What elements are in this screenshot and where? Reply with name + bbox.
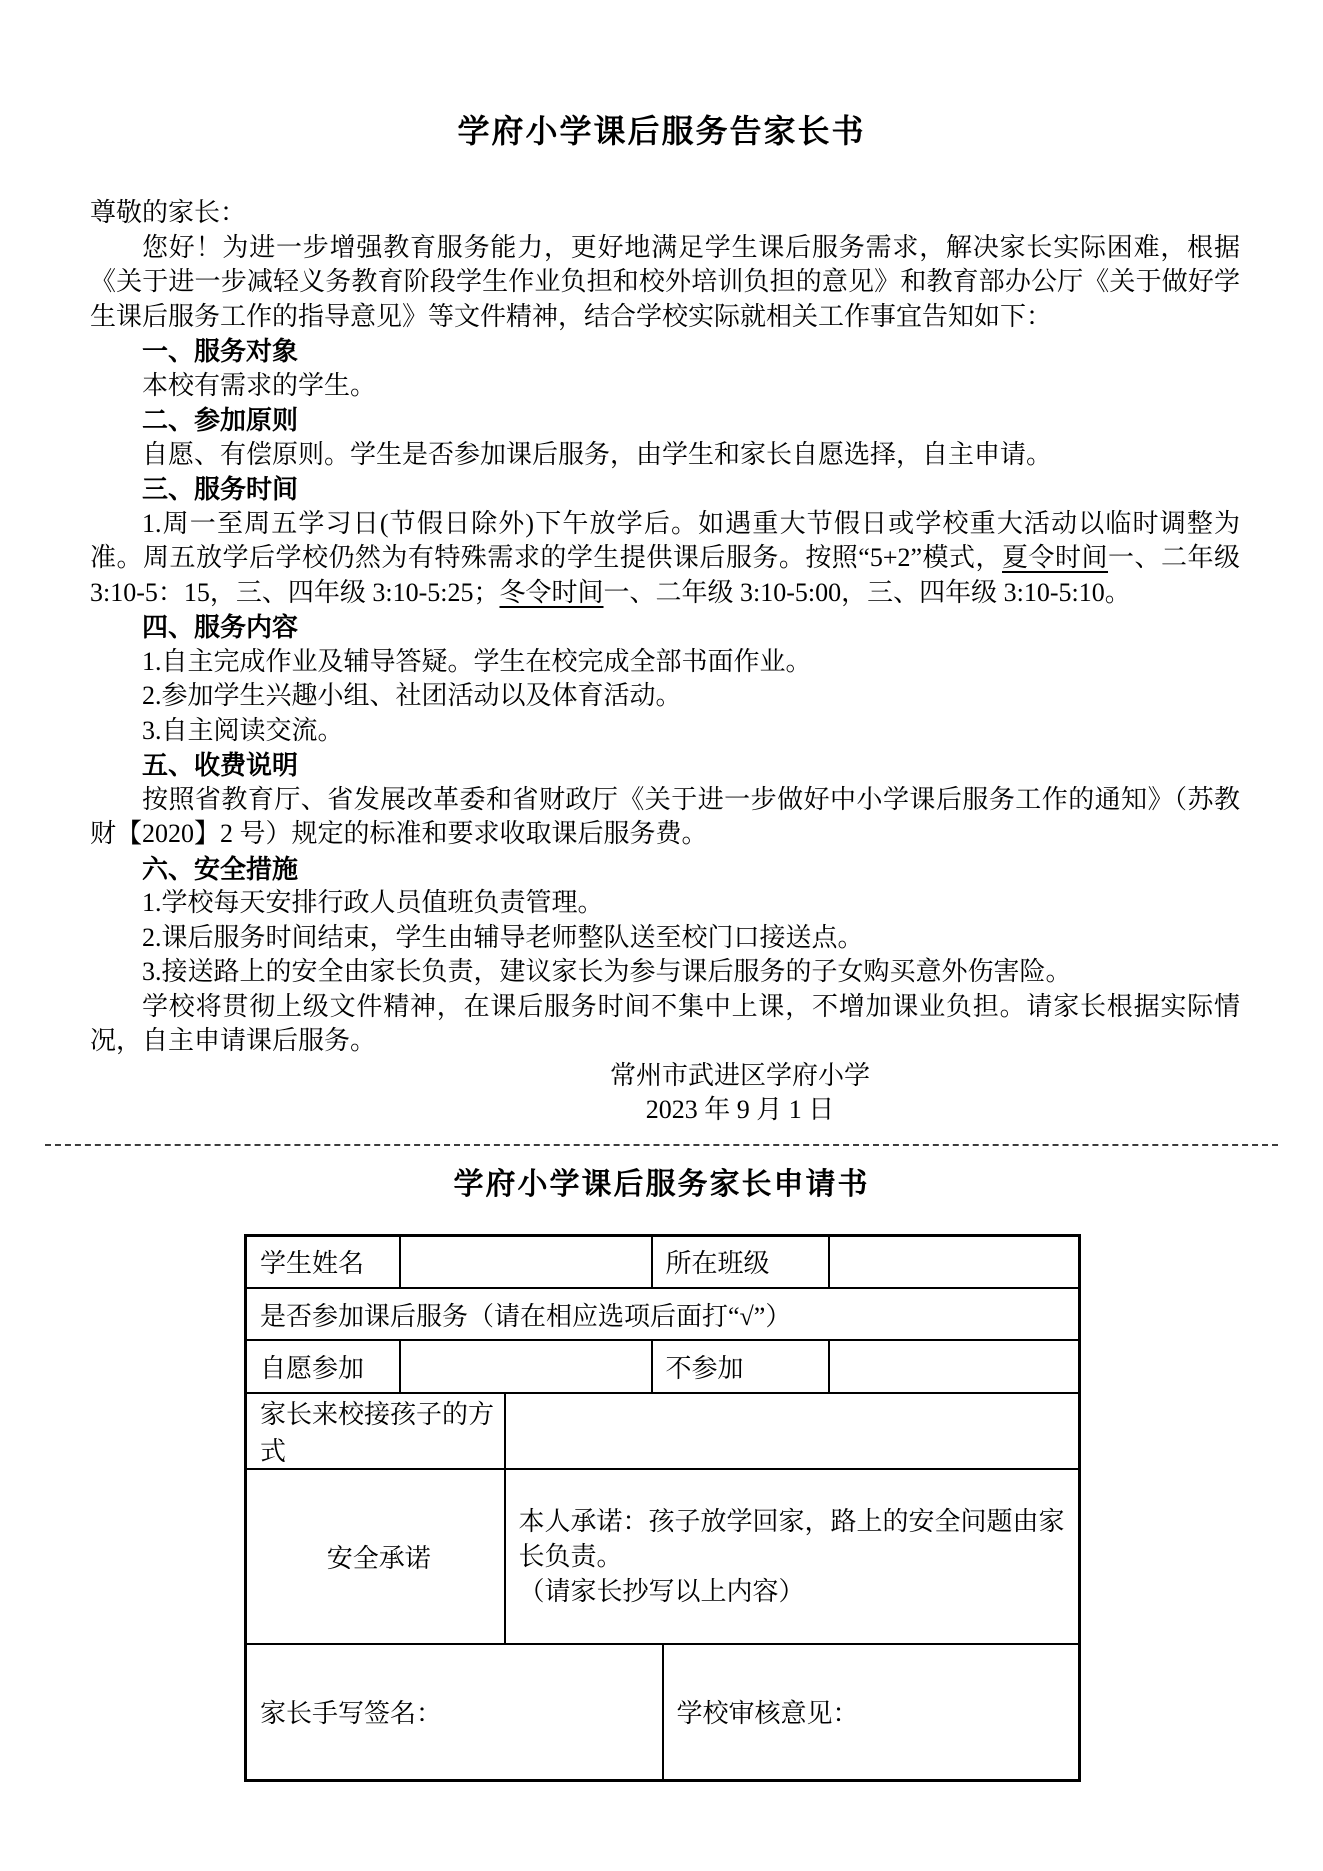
closing-paragraph: 学校将贯彻上级文件精神，在课后服务时间不集中上课，不增加课业负担。请家长根据实际情况，自主申请课后服务。: [90, 991, 1240, 1055]
pickup-method-label: 家长来校接孩子的方式: [246, 1393, 505, 1469]
cut-line-divider: [45, 1144, 1278, 1146]
table-row: [246, 1288, 1080, 1340]
time-text-1: 1.周一至周五学习日(节假日除外)下午放学后。如遇重大节假日或学校重大活动以临时调整为准。周五放学后学校仍然为有特殊需求的学生提供课后服务。按照“5+2”模式，: [90, 508, 1240, 572]
intro-paragraph: 您好！为进一步增强教育服务能力，更好地满足学生课后服务需求，解决家长实际困难，根据《关于进一步减轻义务教育阶段学生作业负担和校外培训负担的意见》和教育部办公厅《关于做好学生课后服务工作的指导意见》等文件精神，结合学校实际就相关工作事宜告知如下：: [90, 232, 1240, 331]
signature-school: 常州市武进区学府小学: [609, 1060, 870, 1090]
section-6-item-1: 1.学校每天安排行政人员值班负责管理。: [142, 888, 604, 917]
promise-text-line-2: （请家长抄写以上内容）: [518, 1577, 805, 1606]
class-input-cell[interactable]: [829, 1235, 1080, 1288]
safety-promise-copy-area[interactable]: [505, 1469, 1080, 1644]
section-5-heading: 五、收费说明: [142, 750, 299, 780]
promise-text-line-1: 本人承诺：孩子放学回家，路上的安全问题由家长负责。: [518, 1507, 1065, 1571]
section-6-item-3: 3.接送路上的安全由家长负责，建议家长为参与课后服务的子女购买意外伤害险。: [142, 957, 1072, 986]
time-text-2: 一、二年级 3:10-5：15，三、四年级 3:10-5:25；: [90, 543, 1240, 607]
table-row: [246, 1469, 1080, 1644]
signature-date: 2023 年 9 月 1 日: [645, 1095, 835, 1124]
salutation: 尊敬的家长：: [90, 198, 247, 227]
table-row: [246, 1644, 1080, 1780]
decline-input-cell[interactable]: [829, 1340, 1080, 1393]
section-3-time-paragraph: [90, 507, 1240, 611]
section-4-item-3: 3.自主阅读交流。: [142, 715, 344, 745]
section-1-heading: 一、服务对象: [142, 336, 299, 366]
class-label: 所在班级: [652, 1235, 829, 1288]
section-4-item-1: 1.自主完成作业及辅导答疑。学生在校完成全部书面作业。: [142, 646, 812, 676]
application-title: 学府小学课后服务家长申请书: [453, 1167, 870, 1201]
pickup-method-input-cell[interactable]: [505, 1393, 1080, 1469]
summer-time-underline: 夏令时间: [1002, 543, 1109, 572]
parent-signature-cell[interactable]: [246, 1644, 663, 1780]
application-form-table: [244, 1234, 1081, 1782]
participation-question: 是否参加课后服务（请在相应选项后面打“√”）: [246, 1288, 1080, 1340]
section-3-heading: 三、服务时间: [142, 474, 299, 504]
parent-signature-label: 家长手写签名：: [260, 1699, 443, 1729]
school-review-cell[interactable]: [663, 1644, 1080, 1780]
section-4-item-2: 2.参加学生兴趣小组、社团活动以及体育活动。: [142, 681, 682, 710]
notice-body: [0, 196, 1323, 1128]
section-2-body: 自愿、有偿原则。学生是否参加课后服务，由学生和家长自愿选择，自主申请。: [142, 439, 1053, 469]
decline-label: 不参加: [652, 1340, 829, 1393]
voluntary-join-label: 自愿参加: [246, 1340, 400, 1393]
section-4-heading: 四、服务内容: [142, 612, 299, 642]
table-row: [246, 1340, 1080, 1393]
section-6-item-2: 2.课后服务时间结束，学生由辅导老师整队送至校门口接送点。: [142, 922, 864, 952]
student-name-input-cell[interactable]: [400, 1235, 652, 1288]
section-6-heading: 六、安全措施: [142, 853, 299, 884]
safety-promise-label: 安全承诺: [246, 1469, 505, 1644]
time-text-3: 一、二年级 3:10-5:00，三、四年级 3:10-5:10。: [603, 577, 1131, 607]
student-name-label: 学生姓名: [246, 1235, 400, 1288]
section-5-body: 按照省教育厅、省发展改革委和省财政厅《关于进一步做好中小学课后服务工作的通知》（苏教财【2020】2 号）规定的标准和要求收取课后服务费。: [90, 784, 1240, 848]
table-row: [246, 1393, 1080, 1469]
notice-title: 学府小学课后服务告家长书: [457, 113, 866, 149]
school-review-label: 学校审核意见：: [676, 1699, 859, 1729]
section-1-body: 本校有需求的学生。: [142, 370, 377, 400]
section-2-heading: 二、参加原则: [142, 405, 299, 435]
voluntary-join-input-cell[interactable]: [400, 1340, 652, 1393]
winter-time-underline: 冬令时间: [499, 577, 604, 607]
table-row: [246, 1235, 1080, 1288]
